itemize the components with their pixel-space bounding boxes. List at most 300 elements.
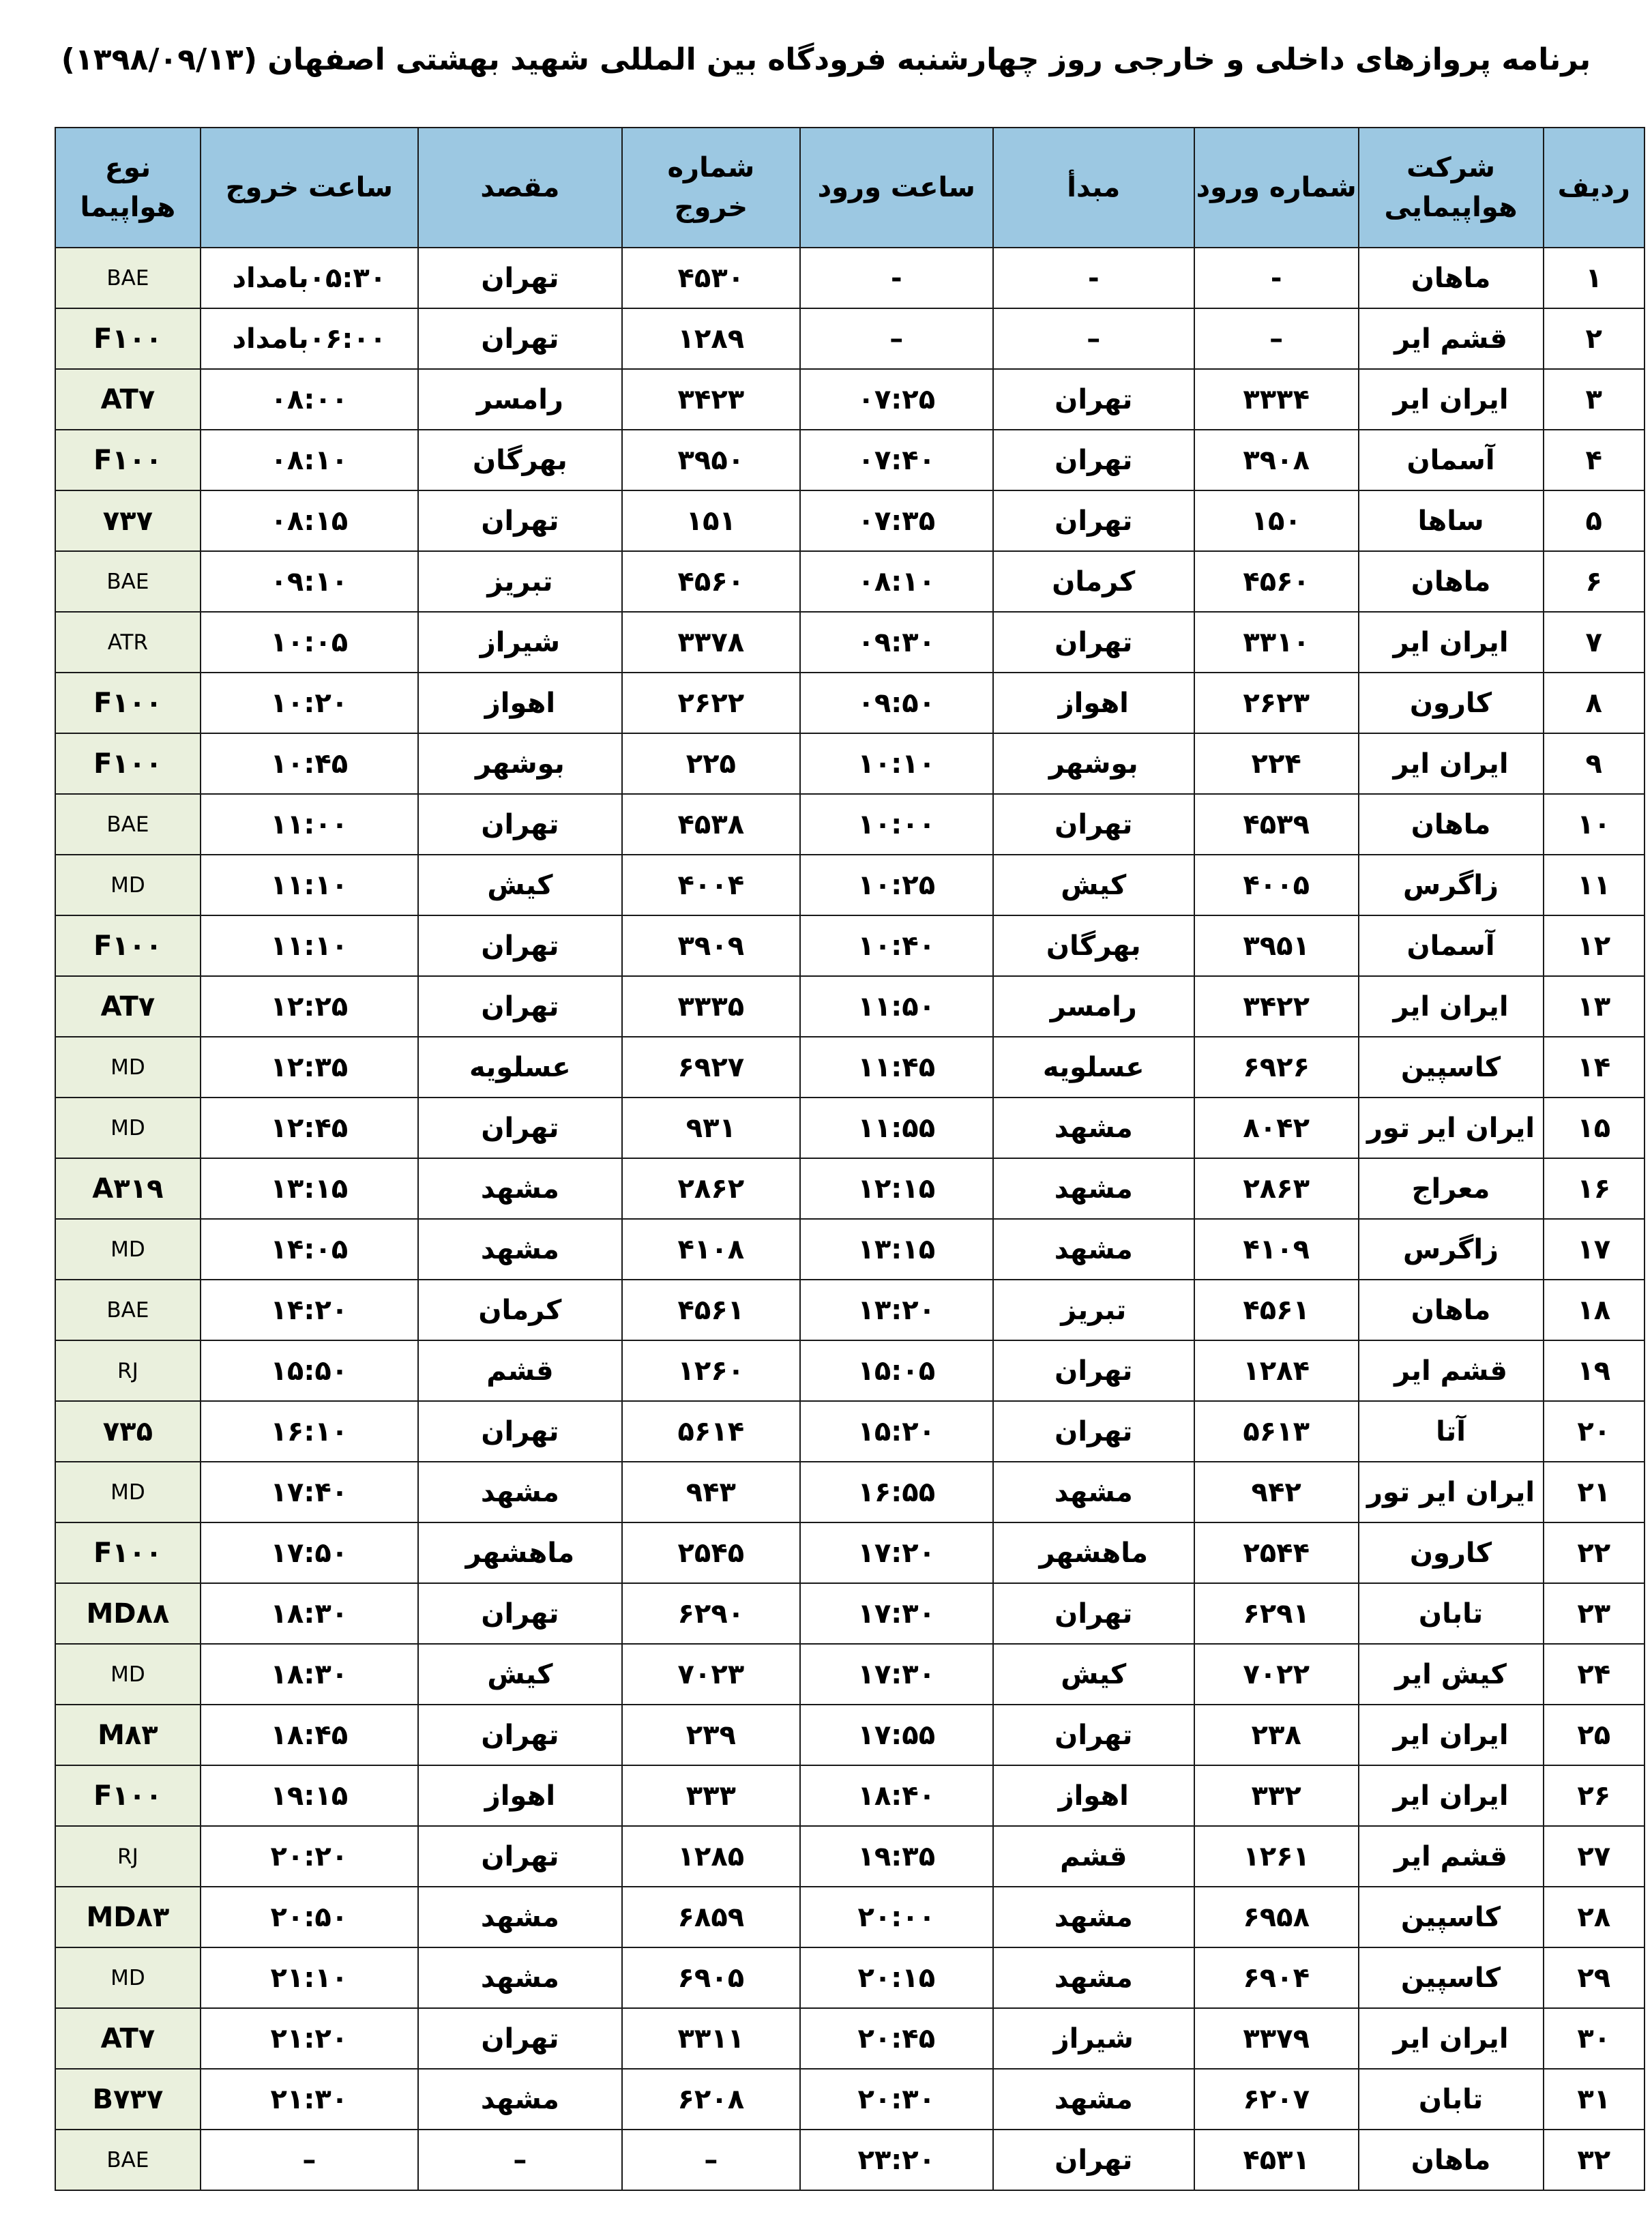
cell-departure-time: ۱۵:۵۰ — [201, 1340, 418, 1401]
cell-aircraft-type: F۱۰۰ — [55, 1522, 201, 1583]
table-row — [55, 2008, 1644, 2069]
cell-row-number: ۱۹ — [1544, 1340, 1645, 1401]
table-row — [55, 2069, 1644, 2130]
cell-departure-number: ۶۸۵۹ — [622, 1887, 800, 1947]
cell-destination: تهران — [418, 248, 622, 308]
cell-departure-time: ۰۵:۳۰بامداد — [201, 248, 418, 308]
header-departure-time — [201, 128, 418, 248]
cell-destination: کیش — [418, 855, 622, 915]
table-row — [55, 490, 1644, 551]
table-row — [55, 915, 1644, 976]
cell-destination: تهران — [418, 2008, 622, 2069]
cell-destination: قشم — [418, 1340, 622, 1401]
table-row — [55, 1765, 1644, 1826]
cell-departure-time: ۰۹:۱۰ — [201, 551, 418, 612]
cell-arrival-time: ۲۰:۱۵ — [800, 1947, 993, 2008]
cell-departure-number: – — [622, 2130, 800, 2190]
cell-arrival-number: ۴۰۰۵ — [1194, 855, 1359, 915]
cell-departure-time: ۰۸:۱۵ — [201, 490, 418, 551]
cell-airline: ایران ایر — [1359, 2008, 1544, 2069]
cell-row-number: ۲۸ — [1544, 1887, 1645, 1947]
cell-origin: تهران — [993, 1401, 1194, 1462]
cell-destination: مشهد — [418, 2069, 622, 2130]
cell-arrival-time: ۱۸:۴۰ — [800, 1765, 993, 1826]
cell-origin: اهواز — [993, 673, 1194, 733]
cell-origin: تهران — [993, 1705, 1194, 1765]
cell-arrival-time: ۱۰:۲۵ — [800, 855, 993, 915]
cell-departure-time: ۱۷:۵۰ — [201, 1522, 418, 1583]
cell-departure-number: ۴۵۳۸ — [622, 794, 800, 855]
header-departure-time-label: ساعت خروج — [225, 172, 394, 203]
cell-departure-number: ۱۲۸۵ — [622, 1826, 800, 1887]
cell-arrival-time: ۰۷:۴۰ — [800, 430, 993, 490]
cell-airline: کیش ایر — [1359, 1644, 1544, 1705]
cell-aircraft-type: F۱۰۰ — [55, 308, 201, 369]
table-row — [55, 1583, 1644, 1644]
cell-row-number: ۲۲ — [1544, 1522, 1645, 1583]
cell-destination: کیش — [418, 1644, 622, 1705]
table-row — [55, 551, 1644, 612]
cell-row-number: ۳۰ — [1544, 2008, 1645, 2069]
cell-airline: قشم ایر — [1359, 308, 1544, 369]
cell-row-number: ۱۸ — [1544, 1280, 1645, 1340]
cell-arrival-time: ۰۹:۵۰ — [800, 673, 993, 733]
cell-arrival-number: ۶۲۹۱ — [1194, 1583, 1359, 1644]
header-row-number-label: ردیف — [1557, 172, 1630, 203]
cell-row-number: ۲ — [1544, 308, 1645, 369]
cell-arrival-number: ۳۴۲۲ — [1194, 976, 1359, 1037]
cell-origin: قشم — [993, 1826, 1194, 1887]
cell-arrival-number: ۲۵۴۴ — [1194, 1522, 1359, 1583]
cell-arrival-time: ۰۸:۱۰ — [800, 551, 993, 612]
cell-row-number: ۱۱ — [1544, 855, 1645, 915]
cell-arrival-number: ۳۳۲ — [1194, 1765, 1359, 1826]
cell-row-number: ۱۰ — [1544, 794, 1645, 855]
cell-departure-number: ۶۲۰۸ — [622, 2069, 800, 2130]
cell-arrival-time: ۲۰:۳۰ — [800, 2069, 993, 2130]
cell-destination: اهواز — [418, 1765, 622, 1826]
cell-arrival-number: ۳۳۱۰ — [1194, 612, 1359, 673]
cell-row-number: ۲۹ — [1544, 1947, 1645, 2008]
cell-arrival-number: ۳۹۰۸ — [1194, 430, 1359, 490]
cell-origin: اهواز — [993, 1765, 1194, 1826]
cell-aircraft-type: MD۸۸ — [55, 1583, 201, 1644]
cell-airline: ایران ایر — [1359, 733, 1544, 794]
cell-destination: تهران — [418, 794, 622, 855]
cell-arrival-time: ۱۳:۱۵ — [800, 1219, 993, 1280]
cell-row-number: ۲۴ — [1544, 1644, 1645, 1705]
cell-origin: تهران — [993, 430, 1194, 490]
cell-departure-number: ۴۰۰۴ — [622, 855, 800, 915]
cell-origin: تهران — [993, 490, 1194, 551]
cell-row-number: ۱۷ — [1544, 1219, 1645, 1280]
cell-aircraft-type: ۷۳۷ — [55, 490, 201, 551]
cell-arrival-time: ۱۶:۵۵ — [800, 1462, 993, 1522]
cell-departure-number: ۳۹۰۹ — [622, 915, 800, 976]
cell-arrival-time: ۱۱:۵۰ — [800, 976, 993, 1037]
cell-aircraft-type: MD — [55, 1644, 201, 1705]
cell-airline: قشم ایر — [1359, 1340, 1544, 1401]
cell-arrival-time: ۱۰:۴۰ — [800, 915, 993, 976]
cell-departure-number: ۱۲۶۰ — [622, 1340, 800, 1401]
cell-arrival-number: ۵۶۱۳ — [1194, 1401, 1359, 1462]
header-aircraft-type-line1: نوع — [104, 152, 151, 183]
cell-arrival-number: ۶۹۲۶ — [1194, 1037, 1359, 1098]
cell-destination: تبریز — [418, 551, 622, 612]
table-row — [55, 430, 1644, 490]
cell-destination: تهران — [418, 976, 622, 1037]
cell-departure-time: ۲۰:۲۰ — [201, 1826, 418, 1887]
cell-arrival-number: ۶۹۰۴ — [1194, 1947, 1359, 2008]
table-row — [55, 1037, 1644, 1098]
table-row — [55, 1462, 1644, 1522]
cell-arrival-number: ۳۳۷۹ — [1194, 2008, 1359, 2069]
table-row — [55, 1158, 1644, 1219]
table-row — [55, 1947, 1644, 2008]
cell-departure-number: ۶۲۹۰ — [622, 1583, 800, 1644]
cell-airline: آسمان — [1359, 430, 1544, 490]
header-destination-label: مقصد — [480, 172, 560, 203]
cell-arrival-time: ۰۹:۳۰ — [800, 612, 993, 673]
cell-departure-number: ۲۸۶۲ — [622, 1158, 800, 1219]
cell-arrival-number: – — [1194, 308, 1359, 369]
cell-destination: تهران — [418, 308, 622, 369]
cell-aircraft-type: ATR — [55, 612, 201, 673]
cell-origin: مشهد — [993, 1887, 1194, 1947]
header-departure-number — [622, 128, 800, 248]
cell-arrival-time: ۲۳:۲۰ — [800, 2130, 993, 2190]
cell-destination: شیراز — [418, 612, 622, 673]
cell-destination: مشهد — [418, 1887, 622, 1947]
cell-aircraft-type: BAE — [55, 794, 201, 855]
cell-departure-number: ۳۳۱۱ — [622, 2008, 800, 2069]
cell-departure-number: ۳۳۳ — [622, 1765, 800, 1826]
cell-arrival-time: ۱۹:۳۵ — [800, 1826, 993, 1887]
cell-arrival-time: – — [800, 308, 993, 369]
cell-aircraft-type: RJ — [55, 1340, 201, 1401]
cell-destination: مشهد — [418, 1158, 622, 1219]
cell-row-number: ۲۳ — [1544, 1583, 1645, 1644]
table-row — [55, 1644, 1644, 1705]
header-arrival-number-label: شماره ورود — [1196, 172, 1357, 203]
cell-arrival-number: ۹۴۲ — [1194, 1462, 1359, 1522]
cell-airline: ماهان — [1359, 2130, 1544, 2190]
table-row — [55, 1826, 1644, 1887]
cell-airline: کاسپین — [1359, 1887, 1544, 1947]
cell-airline: ماهان — [1359, 794, 1544, 855]
cell-origin: تهران — [993, 369, 1194, 430]
table-row — [55, 308, 1644, 369]
cell-airline: تابان — [1359, 1583, 1544, 1644]
cell-departure-time: ۱۲:۲۵ — [201, 976, 418, 1037]
table-header — [55, 128, 1644, 248]
cell-departure-number: ۷۰۲۳ — [622, 1644, 800, 1705]
page-title: برنامه پروازهای داخلی و خارجی روز چهارشنبه فرودگاه بین المللی شهید بهشتی اصفهان (۱۳۹۸/۰۹/۱۳) — [61, 42, 1591, 77]
cell-departure-time: ۱۲:۳۵ — [201, 1037, 418, 1098]
cell-origin: مشهد — [993, 1158, 1194, 1219]
cell-departure-number: ۳۳۷۸ — [622, 612, 800, 673]
table-row — [55, 1098, 1644, 1158]
header-row — [55, 128, 1644, 248]
cell-aircraft-type: B۷۳۷ — [55, 2069, 201, 2130]
cell-origin: کرمان — [993, 551, 1194, 612]
cell-row-number: ۶ — [1544, 551, 1645, 612]
cell-departure-number: ۴۵۳۰ — [622, 248, 800, 308]
cell-aircraft-type: BAE — [55, 1280, 201, 1340]
cell-arrival-time: ۱۱:۵۵ — [800, 1098, 993, 1158]
cell-airline: آتا — [1359, 1401, 1544, 1462]
cell-departure-number: ۲۶۲۲ — [622, 673, 800, 733]
cell-aircraft-type: MD — [55, 1098, 201, 1158]
cell-arrival-number: ۱۲۶۱ — [1194, 1826, 1359, 1887]
cell-destination: رامسر — [418, 369, 622, 430]
cell-airline: زاگرس — [1359, 1219, 1544, 1280]
cell-row-number: ۱۲ — [1544, 915, 1645, 976]
cell-origin: عسلویه — [993, 1037, 1194, 1098]
cell-origin: مشهد — [993, 2069, 1194, 2130]
cell-arrival-time: ۱۷:۵۵ — [800, 1705, 993, 1765]
cell-destination: تهران — [418, 1583, 622, 1644]
cell-aircraft-type: MD — [55, 1219, 201, 1280]
cell-arrival-number: ۴۱۰۹ — [1194, 1219, 1359, 1280]
cell-aircraft-type: F۱۰۰ — [55, 1765, 201, 1826]
cell-row-number: ۲۰ — [1544, 1401, 1645, 1462]
cell-row-number: ۳۱ — [1544, 2069, 1645, 2130]
cell-row-number: ۸ — [1544, 673, 1645, 733]
cell-arrival-time: ۱۰:۰۰ — [800, 794, 993, 855]
cell-arrival-number: ۳۳۳۴ — [1194, 369, 1359, 430]
cell-aircraft-type: RJ — [55, 1826, 201, 1887]
cell-arrival-time: - — [800, 248, 993, 308]
cell-origin: مشهد — [993, 1219, 1194, 1280]
cell-aircraft-type: MD۸۳ — [55, 1887, 201, 1947]
cell-destination: ماهشهر — [418, 1522, 622, 1583]
cell-departure-time: ۱۷:۴۰ — [201, 1462, 418, 1522]
cell-origin: کیش — [993, 1644, 1194, 1705]
flight-schedule-table — [55, 127, 1645, 2191]
cell-departure-time: ۱۱:۰۰ — [201, 794, 418, 855]
cell-row-number: ۳ — [1544, 369, 1645, 430]
table-row — [55, 976, 1644, 1037]
table-row — [55, 1401, 1644, 1462]
cell-row-number: ۱۴ — [1544, 1037, 1645, 1098]
cell-origin: بوشهر — [993, 733, 1194, 794]
cell-origin: – — [993, 308, 1194, 369]
cell-arrival-number: ۴۵۶۰ — [1194, 551, 1359, 612]
cell-arrival-time: ۱۵:۲۰ — [800, 1401, 993, 1462]
cell-departure-time: ۱۱:۱۰ — [201, 915, 418, 976]
cell-departure-number: ۲۲۵ — [622, 733, 800, 794]
cell-destination: مشهد — [418, 1947, 622, 2008]
cell-airline: ایران ایر تور — [1359, 1098, 1544, 1158]
cell-row-number: ۲۵ — [1544, 1705, 1645, 1765]
cell-destination: تهران — [418, 915, 622, 976]
cell-origin: تهران — [993, 1583, 1194, 1644]
cell-departure-time: ۱۶:۱۰ — [201, 1401, 418, 1462]
header-aircraft-type-line2: هواپیما — [80, 192, 176, 223]
cell-aircraft-type: A۳۱۹ — [55, 1158, 201, 1219]
table-row — [55, 2130, 1644, 2190]
cell-destination: تهران — [418, 490, 622, 551]
cell-departure-time: ۲۱:۱۰ — [201, 1947, 418, 2008]
cell-departure-number: ۴۱۰۸ — [622, 1219, 800, 1280]
cell-arrival-time: ۲۰:۴۵ — [800, 2008, 993, 2069]
cell-aircraft-type: F۱۰۰ — [55, 430, 201, 490]
cell-departure-number: ۹۴۳ — [622, 1462, 800, 1522]
header-airline — [1359, 128, 1544, 248]
cell-departure-time: ۰۶:۰۰بامداد — [201, 308, 418, 369]
cell-destination: بهرگان — [418, 430, 622, 490]
cell-aircraft-type: MD — [55, 1462, 201, 1522]
header-destination — [418, 128, 622, 248]
cell-aircraft-type: AT۷ — [55, 2008, 201, 2069]
cell-airline: تابان — [1359, 2069, 1544, 2130]
table-row — [55, 794, 1644, 855]
cell-departure-time: ۱۲:۴۵ — [201, 1098, 418, 1158]
cell-aircraft-type: BAE — [55, 248, 201, 308]
table-row — [55, 1522, 1644, 1583]
cell-origin: مشهد — [993, 1462, 1194, 1522]
cell-origin: کیش — [993, 855, 1194, 915]
cell-origin: شیراز — [993, 2008, 1194, 2069]
header-airline-line2: هواپیمایی — [1384, 192, 1518, 223]
cell-departure-time: ۱۱:۱۰ — [201, 855, 418, 915]
cell-departure-time: ۱۴:۲۰ — [201, 1280, 418, 1340]
table-row — [55, 855, 1644, 915]
cell-departure-time: ۱۰:۰۵ — [201, 612, 418, 673]
cell-row-number: ۱ — [1544, 248, 1645, 308]
cell-departure-number: ۱۵۱ — [622, 490, 800, 551]
cell-arrival-number: ۲۸۶۳ — [1194, 1158, 1359, 1219]
table-row — [55, 1280, 1644, 1340]
cell-airline: کاسپین — [1359, 1947, 1544, 2008]
cell-aircraft-type: F۱۰۰ — [55, 733, 201, 794]
cell-aircraft-type: MD — [55, 1947, 201, 2008]
cell-airline: کارون — [1359, 673, 1544, 733]
cell-origin: رامسر — [993, 976, 1194, 1037]
header-origin — [993, 128, 1194, 248]
cell-departure-number: ۱۲۸۹ — [622, 308, 800, 369]
cell-departure-number: ۳۴۲۳ — [622, 369, 800, 430]
cell-origin: تهران — [993, 794, 1194, 855]
cell-row-number: ۴ — [1544, 430, 1645, 490]
table-row — [55, 248, 1644, 308]
header-origin-label: مبدأ — [1067, 172, 1121, 203]
cell-arrival-time: ۰۷:۳۵ — [800, 490, 993, 551]
cell-arrival-number: - — [1194, 248, 1359, 308]
table-row — [55, 673, 1644, 733]
cell-row-number: ۲۷ — [1544, 1826, 1645, 1887]
header-airline-line1: شرکت — [1406, 152, 1495, 183]
cell-row-number: ۱۵ — [1544, 1098, 1645, 1158]
cell-row-number: ۵ — [1544, 490, 1645, 551]
cell-arrival-time: ۱۷:۳۰ — [800, 1644, 993, 1705]
cell-airline: ماهان — [1359, 551, 1544, 612]
cell-airline: قشم ایر — [1359, 1826, 1544, 1887]
cell-arrival-number: ۴۵۳۱ — [1194, 2130, 1359, 2190]
cell-arrival-number: ۴۵۶۱ — [1194, 1280, 1359, 1340]
cell-aircraft-type: AT۷ — [55, 369, 201, 430]
cell-airline: معراج — [1359, 1158, 1544, 1219]
cell-arrival-number: ۲۶۲۳ — [1194, 673, 1359, 733]
table-row — [55, 733, 1644, 794]
cell-airline: زاگرس — [1359, 855, 1544, 915]
cell-row-number: ۱۶ — [1544, 1158, 1645, 1219]
cell-row-number: ۳۲ — [1544, 2130, 1645, 2190]
cell-origin: مشهد — [993, 1098, 1194, 1158]
cell-departure-time: ۱۳:۱۵ — [201, 1158, 418, 1219]
cell-arrival-number: ۲۳۸ — [1194, 1705, 1359, 1765]
cell-departure-number: ۶۹۲۷ — [622, 1037, 800, 1098]
cell-arrival-time: ۱۵:۰۵ — [800, 1340, 993, 1401]
cell-arrival-number: ۸۰۴۲ — [1194, 1098, 1359, 1158]
cell-arrival-number: ۷۰۲۲ — [1194, 1644, 1359, 1705]
cell-arrival-time: ۱۳:۲۰ — [800, 1280, 993, 1340]
cell-aircraft-type: BAE — [55, 551, 201, 612]
cell-destination: مشهد — [418, 1462, 622, 1522]
cell-origin: تهران — [993, 2130, 1194, 2190]
cell-departure-time: ۲۱:۳۰ — [201, 2069, 418, 2130]
cell-arrival-time: ۱۲:۱۵ — [800, 1158, 993, 1219]
cell-destination: – — [418, 2130, 622, 2190]
cell-arrival-time: ۱۰:۱۰ — [800, 733, 993, 794]
header-arrival-number — [1194, 128, 1359, 248]
cell-departure-time: ۱۹:۱۵ — [201, 1765, 418, 1826]
cell-destination: تهران — [418, 1098, 622, 1158]
cell-airline: ایران ایر تور — [1359, 1462, 1544, 1522]
cell-origin: تهران — [993, 1340, 1194, 1401]
cell-airline: کاسپین — [1359, 1037, 1544, 1098]
cell-origin: مشهد — [993, 1947, 1194, 2008]
cell-departure-number: ۳۹۵۰ — [622, 430, 800, 490]
header-arrival-time — [800, 128, 993, 248]
cell-destination: اهواز — [418, 673, 622, 733]
cell-arrival-time: ۱۷:۳۰ — [800, 1583, 993, 1644]
cell-arrival-number: ۲۲۴ — [1194, 733, 1359, 794]
table-row — [55, 1219, 1644, 1280]
table-row — [55, 1887, 1644, 1947]
cell-departure-time: ۱۸:۴۵ — [201, 1705, 418, 1765]
cell-destination: تهران — [418, 1705, 622, 1765]
cell-destination: مشهد — [418, 1219, 622, 1280]
cell-destination: تهران — [418, 1826, 622, 1887]
cell-arrival-number: ۱۲۸۴ — [1194, 1340, 1359, 1401]
cell-departure-time: ۲۰:۵۰ — [201, 1887, 418, 1947]
cell-departure-time: ۱۸:۳۰ — [201, 1644, 418, 1705]
header-row-number — [1544, 128, 1645, 248]
cell-departure-number: ۲۵۴۵ — [622, 1522, 800, 1583]
cell-arrival-time: ۰۷:۲۵ — [800, 369, 993, 430]
header-departure-number-line1: شماره — [667, 152, 755, 183]
header-departure-number-line2: خروج — [674, 192, 748, 223]
cell-aircraft-type: ۷۳۵ — [55, 1401, 201, 1462]
cell-departure-time: ۱۰:۲۰ — [201, 673, 418, 733]
cell-aircraft-type: MD — [55, 855, 201, 915]
cell-departure-number: ۹۳۱ — [622, 1098, 800, 1158]
cell-arrival-number: ۴۵۳۹ — [1194, 794, 1359, 855]
cell-origin: تبریز — [993, 1280, 1194, 1340]
cell-departure-time: ۱۴:۰۵ — [201, 1219, 418, 1280]
cell-arrival-time: ۱۷:۲۰ — [800, 1522, 993, 1583]
cell-arrival-number: ۱۵۰ — [1194, 490, 1359, 551]
cell-departure-number: ۳۳۳۵ — [622, 976, 800, 1037]
cell-aircraft-type: MD — [55, 1037, 201, 1098]
table-row — [55, 612, 1644, 673]
cell-airline: ساها — [1359, 490, 1544, 551]
cell-departure-number: ۴۵۶۰ — [622, 551, 800, 612]
cell-airline: ایران ایر — [1359, 1765, 1544, 1826]
cell-airline: ماهان — [1359, 248, 1544, 308]
